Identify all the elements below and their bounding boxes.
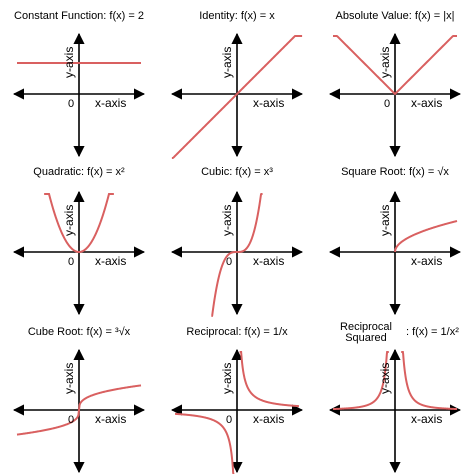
y-axis-label: y-axis (62, 362, 76, 394)
chart-reciprocal-squared (316, 316, 474, 474)
chart-title-line2: Squared (345, 332, 387, 344)
panel-sqrt (316, 158, 474, 316)
y-axis-label: y-axis (378, 46, 392, 78)
y-axis-label: y-axis (220, 46, 234, 78)
x-axis-label: x-axis (253, 254, 285, 268)
chart-title: Square Root: f(x) = √x (341, 166, 449, 178)
chart-title: Reciprocal: f(x) = 1/x (186, 326, 288, 338)
origin-label: 0 (226, 256, 233, 268)
series-line (401, 352, 457, 409)
chart-title: Quadratic: f(x) = x² (33, 166, 125, 178)
origin-label: 0 (384, 98, 391, 110)
chart-title: Absolute Value: f(x) = |x| (335, 10, 455, 22)
chart-title: Cube Root: f(x) = ³√x (27, 326, 131, 338)
chart-quadratic (0, 158, 158, 316)
x-axis-label: x-axis (411, 254, 443, 268)
x-axis-label: x-axis (95, 254, 127, 268)
y-axis-label: y-axis (220, 362, 234, 394)
panel-quadratic (0, 158, 158, 316)
chart-constant (0, 0, 158, 158)
panel-absolute (316, 0, 474, 158)
origin-label: 0 (68, 256, 75, 268)
chart-title-line1: Reciprocal (340, 321, 392, 333)
y-axis-label: y-axis (220, 204, 234, 236)
panel-reciprocal-squared (316, 316, 474, 474)
panel-reciprocal (158, 316, 316, 474)
x-axis-label: x-axis (411, 96, 443, 110)
origin-label: 0 (226, 414, 233, 426)
panel-cubic (158, 158, 316, 316)
x-axis-label: x-axis (95, 96, 127, 110)
y-axis-label: y-axis (62, 46, 76, 78)
chart-reciprocal (158, 316, 316, 474)
series-line (240, 352, 299, 406)
series-line (395, 221, 457, 252)
origin-label: 0 (68, 98, 75, 110)
y-axis-label: y-axis (62, 204, 76, 236)
chart-title-right: : f(x) = 1/x² (406, 326, 459, 338)
chart-title: Identity: f(x) = x (199, 10, 275, 22)
chart-cubic (158, 158, 316, 316)
x-axis-label: x-axis (411, 412, 443, 426)
y-axis-label: y-axis (378, 204, 392, 236)
chart-cbrt (0, 316, 158, 474)
chart-identity (158, 0, 316, 158)
origin-label: 0 (68, 414, 75, 426)
chart-title: Cubic: f(x) = x³ (201, 166, 273, 178)
x-axis-label: x-axis (95, 412, 127, 426)
chart-title: Constant Function: f(x) = 2 (14, 10, 144, 22)
panel-identity (158, 0, 316, 158)
y-axis-label: y-axis (378, 362, 392, 394)
panel-cbrt (0, 316, 158, 474)
chart-absolute (316, 0, 474, 158)
panel-constant (0, 0, 158, 158)
x-axis-label: x-axis (253, 96, 285, 110)
x-axis-label: x-axis (253, 412, 285, 426)
chart-sqrt (316, 158, 474, 316)
